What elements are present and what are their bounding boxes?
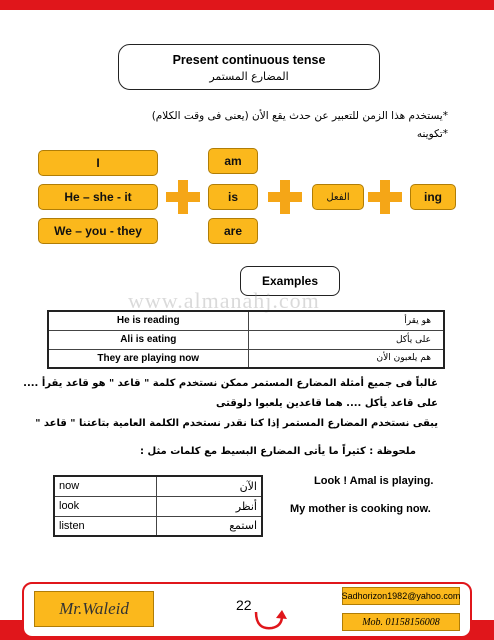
table-row [48,330,444,349]
word-ar: استمع [156,516,262,536]
table-row [54,496,262,516]
example-en: They are playing now [48,349,248,368]
example-ar: هو يقرأ [248,311,444,330]
curl-arrow-icon [250,606,290,634]
teacher-name: Mr.Waleid [34,591,154,627]
example-sentence-1: Look ! Amal is playing. [314,475,434,487]
note-line-2: على قاعد يأكل .... هما قاعدين يلعبوا دلوقتى [216,398,438,409]
word-ar: أنظر [156,496,262,516]
subject-i: I [38,150,158,176]
watermark: www.almanahj.com [128,288,320,313]
contact-email: Sadhorizon1982@yahoo.com [342,587,460,605]
word-en: now [54,476,156,496]
ing-suffix: ing [410,184,456,210]
table-row [54,476,262,496]
verb-am: am [208,148,258,174]
example-en: Ali is eating [48,330,248,349]
word-en: look [54,496,156,516]
table-row [48,349,444,368]
example-sentence-2: My mother is cooking now. [290,503,431,515]
examples-table [47,310,445,369]
plus-icon [268,180,302,214]
table-row [54,516,262,536]
plus-icon [166,180,200,214]
word-ar: الآن [156,476,262,496]
note-line-3: يبقى نستخدم المضارع المستمر إذا كنا نقدر نستخدم الكلمة العامية بتاعتنا " قاعد " [35,418,438,429]
subject-he-she-it: He – she - it [38,184,158,210]
top-red-bar [0,0,494,10]
table-row [48,311,444,330]
examples-heading: Examples [240,266,340,296]
word-en: listen [54,516,156,536]
intro-formation: *تكوينه [416,128,448,140]
page-title-arabic: المضارع المستمر [209,70,289,83]
note-line-1: غالباً فى جميع أمثلة المضارع المستمر ممكن نستخدم كلمة " قاعد " هو قاعد يقرأ .... [23,378,438,389]
intro-usage: *يستخدم هذا الزمن للتعبير عن حدث يقع الأن (يعنى فى وقت الكلام) [151,110,448,122]
contact-mobile: Mob. 01158156008 [342,613,460,631]
plus-icon [368,180,402,214]
page-number: 22 [236,597,252,613]
page-title: Present continuous tense [172,53,326,67]
verb-word-box: الفعل [312,184,364,210]
time-words-table [53,475,263,537]
example-ar: على يأكل [248,330,444,349]
title-box [118,44,380,90]
note-line-4: ملحوظة : كثيراً ما يأتى المضارع البسيط مع كلمات مثل : [140,446,416,457]
verb-is: is [208,184,258,210]
example-ar: هم يلعبون الأن [248,349,444,368]
verb-are: are [208,218,258,244]
example-en: He is reading [48,311,248,330]
subject-we-you-they: We – you - they [38,218,158,244]
